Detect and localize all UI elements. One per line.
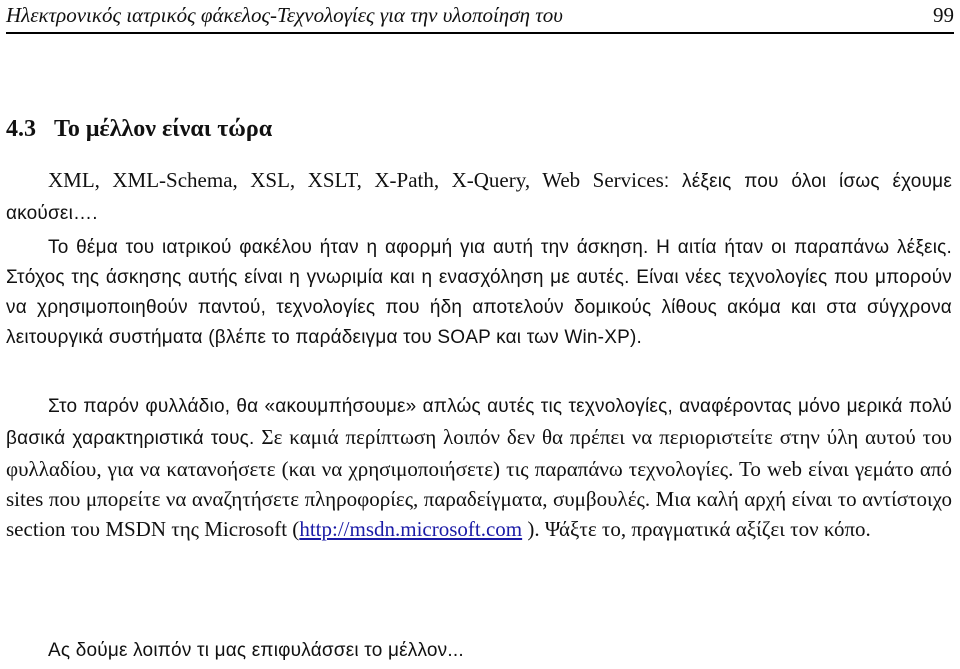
header-title: Ηλεκτρονικός ιατρικός φάκελος-Τεχνολογίες για την υλοποίηση του <box>6 3 563 27</box>
running-header <box>6 2 954 34</box>
section-number: 4.3 <box>6 116 36 142</box>
guidance-text-2: Σε καμιά περίπτωση λοιπόν δεν θα πρέπει να περιοριστείτε στην ύλη αυτού του φυλλαδίου, για να κατανοήσετε (και να χρησιμοποιήσετε) τις παραπάνω τεχνολογίες. Το web είναι γεμάτο από sites που μπορείτε να αναζητήσετε πληροφορίες, παραδείγματα, συμβουλές. Μια καλή αρχή είναι το αντίστοιχο section του MSDN της Microsoft ( <box>6 425 953 541</box>
intro-text: : λέξεις που όλοι ίσως έχουμε ακούσει…. <box>6 171 952 224</box>
paragraph-closing: Ας δούμε λοιπόν τι μας επιφυλάσσει το μέλλον... <box>48 640 464 661</box>
section-heading <box>6 116 272 143</box>
paragraph-purpose: Το θέμα του ιατρικού φακέλου ήταν η αφορμή για αυτή την άσκηση. Η αιτία ήταν οι παραπάνω λέξεις. Στόχος της άσκησης αυτής είναι η γνωριμία και η ενασχόληση με αυτές. Είναι νέες τεχνολογίες που μπορούν να χρησιμοποιηθούν παντού, τεχνολογίες που ήδη αποτελούν δομικούς λίθους ακόμα και στα σύγχρονα λειτουργικά συστήματα (βλέπε το παράδειγμα του SOAP και των Win-XP). <box>6 237 952 348</box>
guidance-text-1: Στο παρόν φυλλάδιο, θα «ακουμπήσουμε» απλώς αυτές τις τεχνολογίες, αναφέροντας μόνο μερικά πολύ βασικά χαρακτηριστικά τους. <box>6 396 952 449</box>
msdn-link[interactable]: http://msdn.microsoft.com <box>299 517 523 541</box>
paragraph-guidance <box>6 390 952 544</box>
page-number: 99 <box>933 3 954 27</box>
section-title: Το μέλλον είναι τώρα <box>54 116 273 142</box>
technologies-list: XML, XML-Schema, XSL, XSLT, X-Path, X-Query, Web Services <box>48 168 664 192</box>
guidance-text-3: ). Ψάξτε το, πραγματικά αξίζει τον κόπο. <box>522 517 871 541</box>
paragraph-intro <box>6 165 952 229</box>
